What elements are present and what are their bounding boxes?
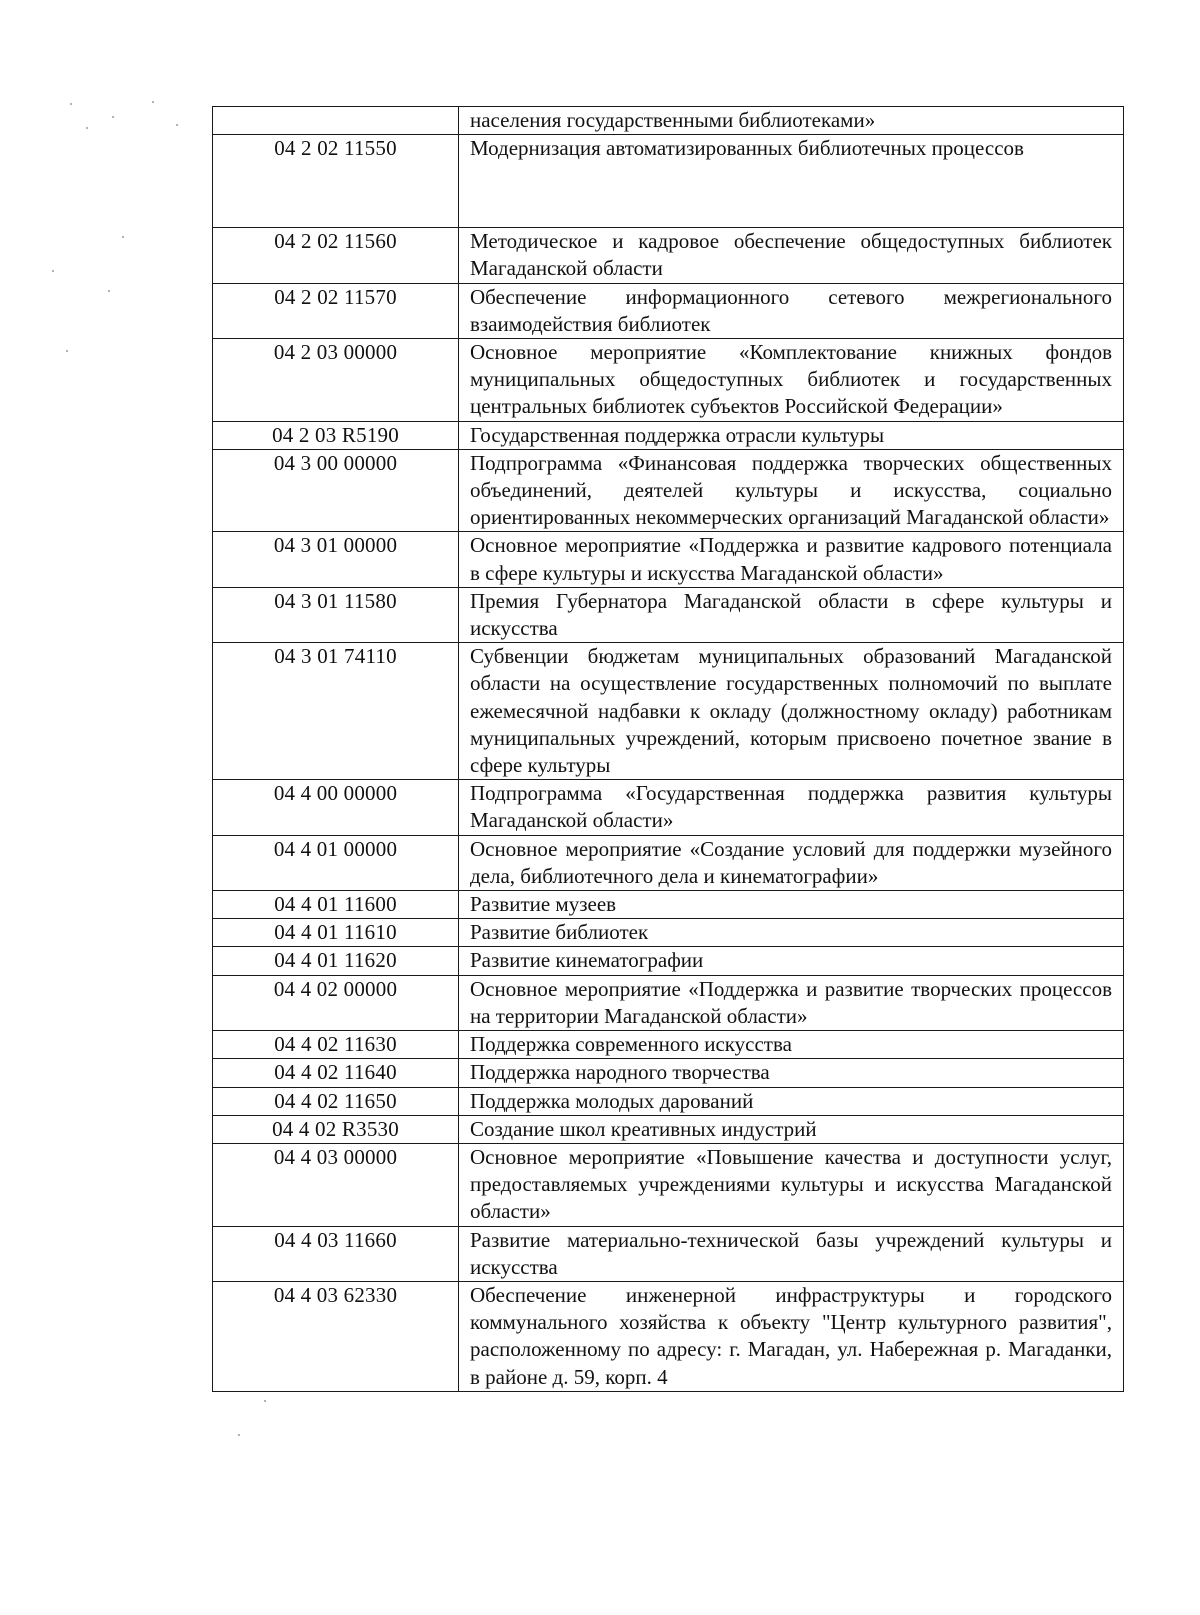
row-description: Развитие библиотек [459, 919, 1124, 947]
table-row [213, 587, 1124, 642]
table-row [213, 780, 1124, 835]
row-description: Создание школ креативных индустрий [459, 1115, 1124, 1143]
row-description: Развитие музеев [459, 891, 1124, 919]
scan-speck [66, 350, 68, 352]
row-description: Государственная поддержка отрасли культуры [459, 421, 1124, 449]
row-code: 04 4 02 R3530 [213, 1115, 459, 1143]
scan-speck [238, 1434, 240, 1436]
table-row [213, 1281, 1124, 1391]
row-description: Основное мероприятие «Повышение качества и доступности услуг, предоставляемых учреждениями культуры и искусства Магаданской области» [459, 1143, 1124, 1226]
row-code: 04 4 02 11640 [213, 1059, 459, 1087]
row-description: Поддержка молодых дарований [459, 1087, 1124, 1115]
table-row [213, 835, 1124, 890]
row-code: 04 2 03 00000 [213, 339, 459, 422]
table-row [213, 891, 1124, 919]
row-description: Основное мероприятие «Поддержка и развитие творческих процессов на территории Магаданской области» [459, 975, 1124, 1030]
scan-speck [152, 101, 154, 103]
row-code: 04 3 01 00000 [213, 532, 459, 587]
table-row [213, 449, 1124, 532]
table-row [213, 1226, 1124, 1281]
table-row [213, 643, 1124, 780]
row-code: 04 4 01 11620 [213, 947, 459, 975]
table-row [213, 1115, 1124, 1143]
scan-speck [176, 124, 178, 126]
table-row [213, 1059, 1124, 1087]
row-code: 04 4 01 00000 [213, 835, 459, 890]
scan-speck [122, 236, 124, 238]
table-row [213, 228, 1124, 283]
table-row [213, 339, 1124, 422]
table-row [213, 1087, 1124, 1115]
scan-speck [52, 270, 54, 272]
row-description: Развитие материально-технической базы учреждений культуры и искусства [459, 1226, 1124, 1281]
row-code: 04 3 00 00000 [213, 449, 459, 532]
row-description: Субвенции бюджетам муниципальных образований Магаданской области на осуществление государственных полномочий по выплате ежемесячной надбавки к окладу (должностному окладу) работникам муниципальных учреждений, которым присвоено почетное звание в сфере культуры [459, 643, 1124, 780]
table-row [213, 532, 1124, 587]
table-row [213, 1143, 1124, 1226]
table-row [213, 947, 1124, 975]
table-row [213, 1031, 1124, 1059]
row-code [213, 107, 459, 135]
row-code: 04 4 03 00000 [213, 1143, 459, 1226]
row-code: 04 3 01 11580 [213, 587, 459, 642]
row-description: Обеспечение информационного сетевого межрегионального взаимодействия библиотек [459, 283, 1124, 338]
row-description: Обеспечение инженерной инфраструктуры и городского коммунального хозяйства к объекту "Центр культурного развития", расположенному по адресу: г. Магадан, ул. Набережная р. Магаданки, в районе д. 59, корп. 4 [459, 1281, 1124, 1391]
row-code: 04 2 02 11570 [213, 283, 459, 338]
table-row [213, 919, 1124, 947]
row-description: Поддержка современного искусства [459, 1031, 1124, 1059]
row-description: Методическое и кадровое обеспечение общедоступных библиотек Магаданской области [459, 228, 1124, 283]
row-code: 04 2 03 R5190 [213, 421, 459, 449]
row-description: Развитие кинематографии [459, 947, 1124, 975]
row-code: 04 4 02 00000 [213, 975, 459, 1030]
scan-speck [70, 103, 72, 105]
row-code: 04 4 01 11600 [213, 891, 459, 919]
row-description: Модернизация автоматизированных библиотечных процессов [459, 135, 1124, 228]
row-description: населения государственными библиотеками» [459, 107, 1124, 135]
row-description: Основное мероприятие «Поддержка и развитие кадрового потенциала в сфере культуры и искусства Магаданской области» [459, 532, 1124, 587]
row-code: 04 4 02 11650 [213, 1087, 459, 1115]
table-row [213, 421, 1124, 449]
table-row [213, 107, 1124, 135]
row-code: 04 3 01 74110 [213, 643, 459, 780]
row-code: 04 4 03 62330 [213, 1281, 459, 1391]
row-description: Основное мероприятие «Создание условий для поддержки музейного дела, библиотечного дела и кинематографии» [459, 835, 1124, 890]
table-row [213, 135, 1124, 228]
budget-classification-table [212, 106, 1124, 1392]
row-code: 04 4 02 11630 [213, 1031, 459, 1059]
row-description: Премия Губернатора Магаданской области в сфере культуры и искусства [459, 587, 1124, 642]
row-code: 04 2 02 11550 [213, 135, 459, 228]
scan-speck [112, 116, 114, 118]
scan-speck [86, 127, 88, 129]
table-row [213, 975, 1124, 1030]
row-code: 04 4 03 11660 [213, 1226, 459, 1281]
row-description: Подпрограмма «Финансовая поддержка творческих общественных объединений, деятелей культуры и искусства, социально ориентированных некоммерческих организаций Магаданской области» [459, 449, 1124, 532]
row-description: Подпрограмма «Государственная поддержка развития культуры Магаданской области» [459, 780, 1124, 835]
row-code: 04 4 01 11610 [213, 919, 459, 947]
row-description: Основное мероприятие «Комплектование книжных фондов муниципальных общедоступных библиотек и государственных центральных библиотек субъектов Российской Федерации» [459, 339, 1124, 422]
row-code: 04 2 02 11560 [213, 228, 459, 283]
row-description: Поддержка народного творчества [459, 1059, 1124, 1087]
row-code: 04 4 00 00000 [213, 780, 459, 835]
table-row [213, 283, 1124, 338]
scan-speck [108, 290, 110, 292]
scan-speck [264, 1400, 266, 1402]
